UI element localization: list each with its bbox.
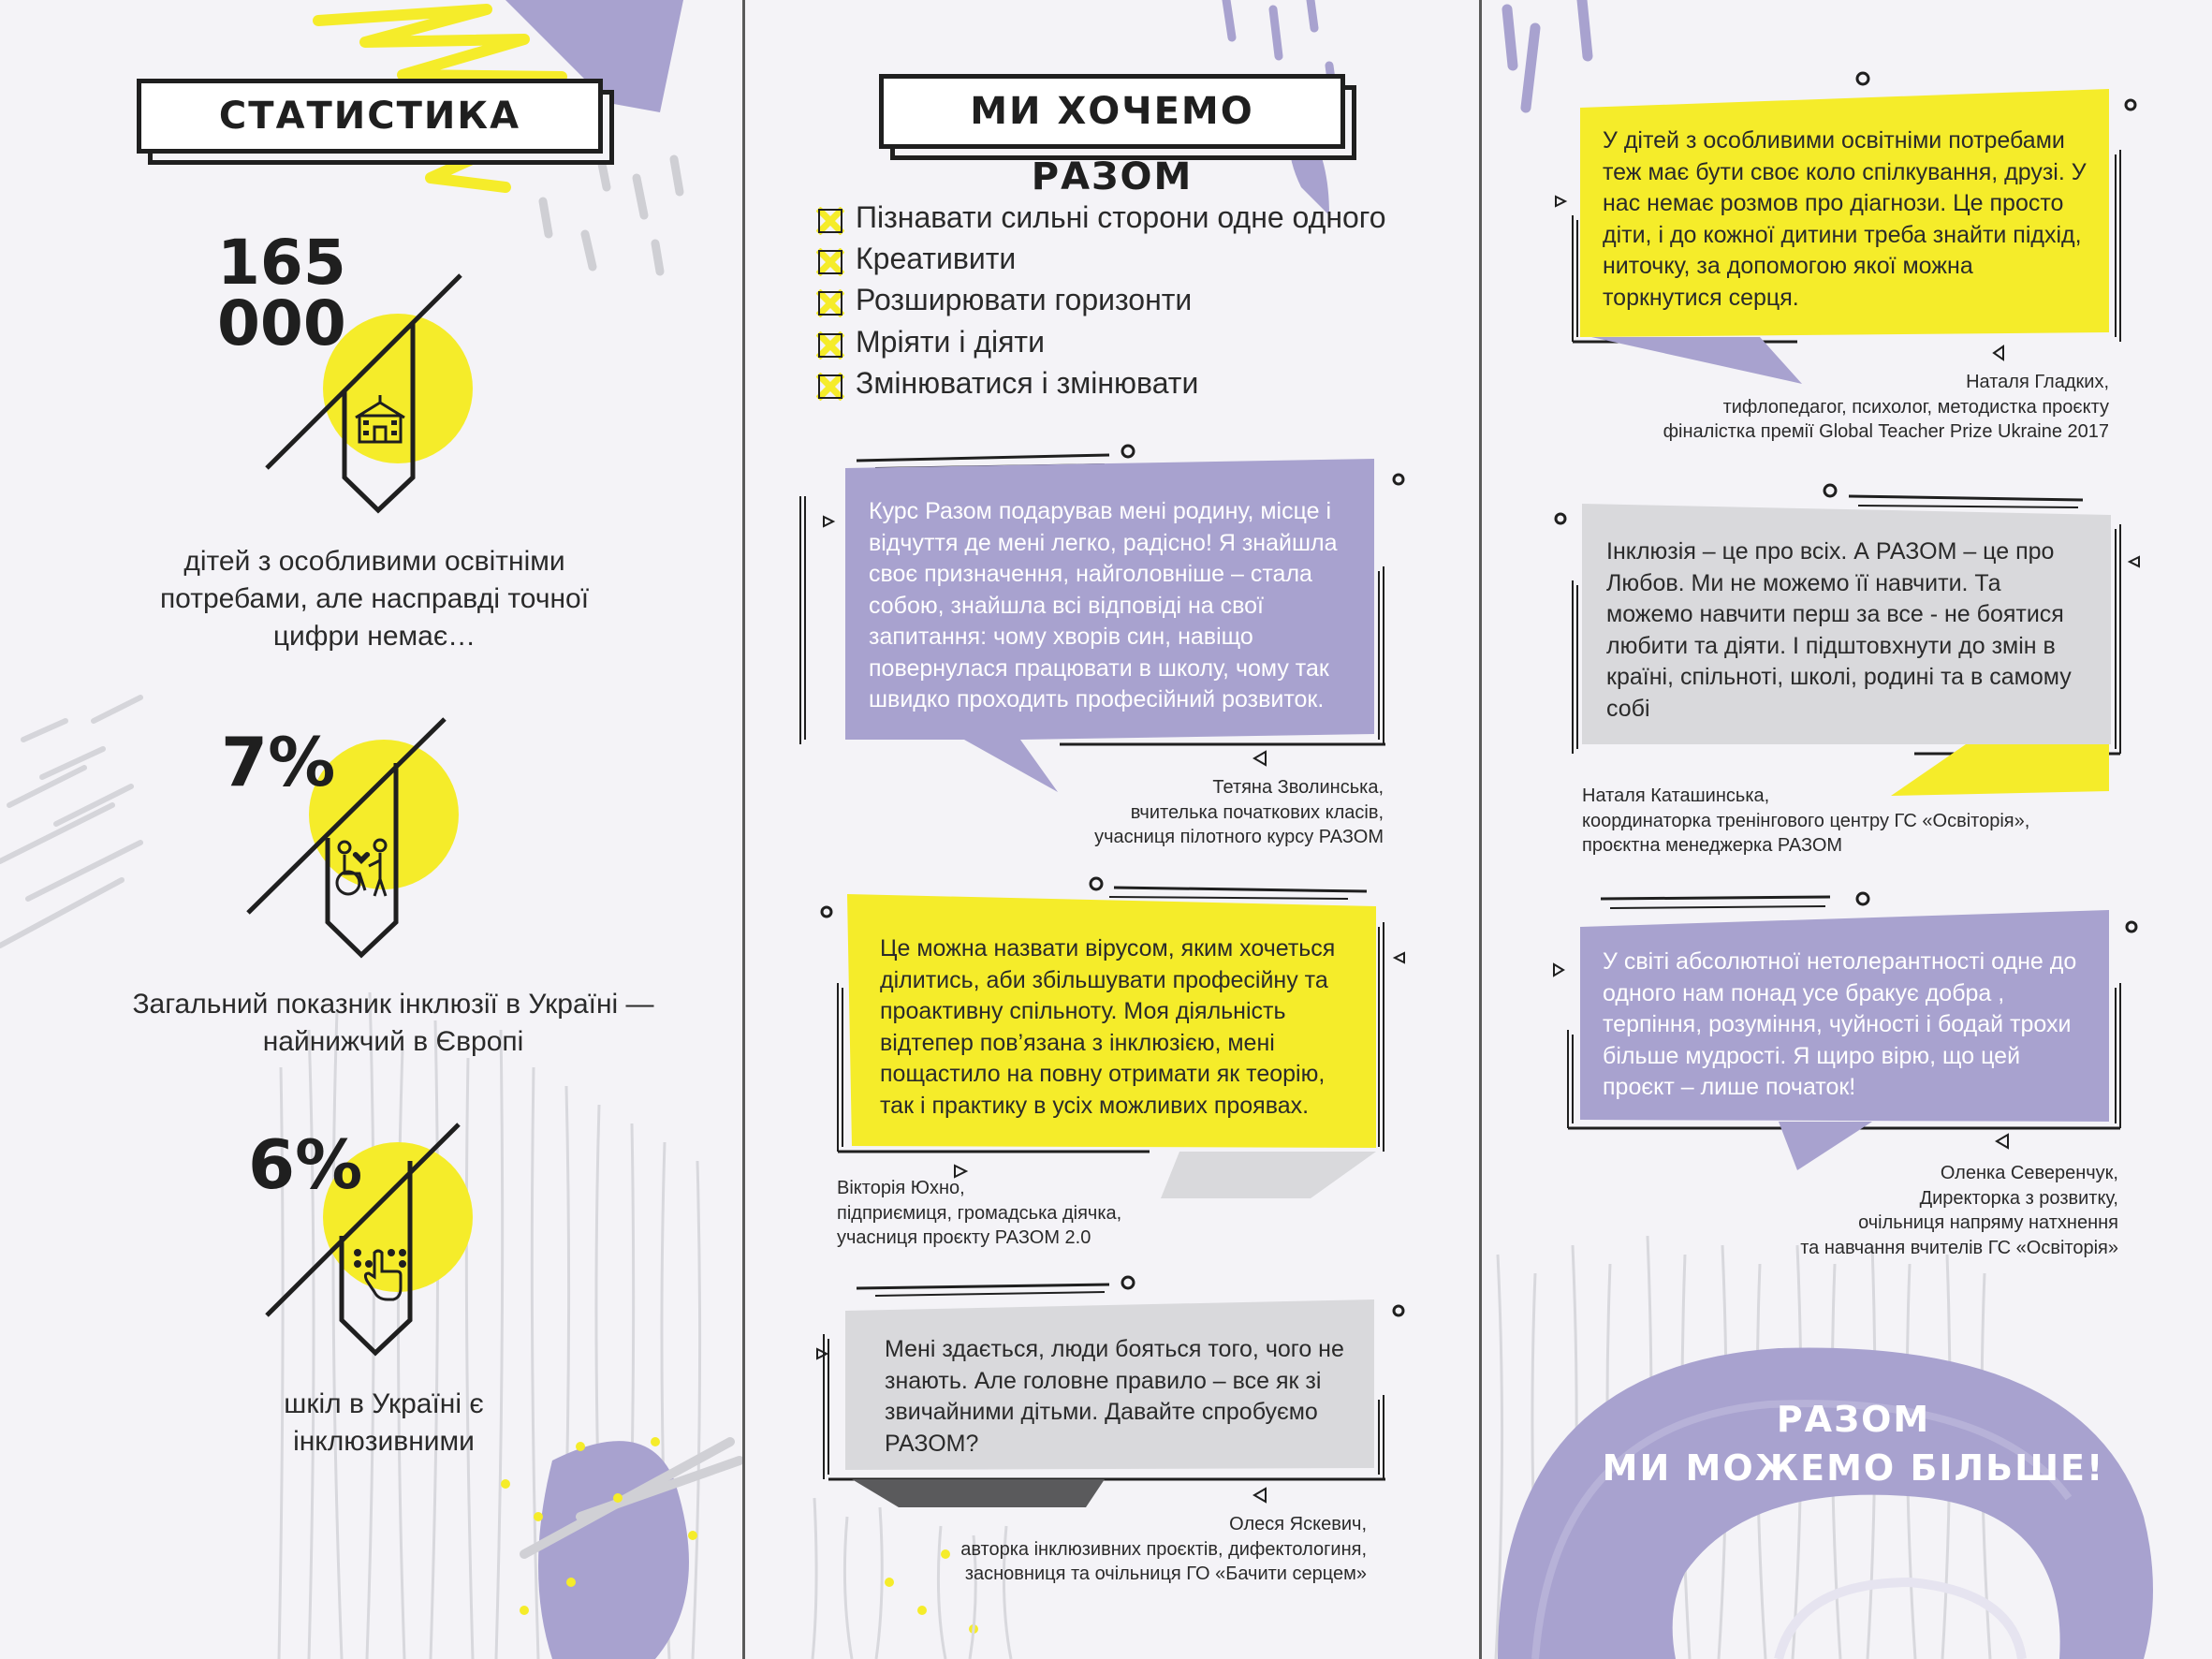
testimonial-4-author [1591, 370, 2109, 445]
author-line: Наталя Каташинська, [1582, 785, 1770, 806]
author-line: та навчання вчителів ГС «Освіторія» [1800, 1237, 2118, 1258]
author-line: координаторка тренінгового центру ГС «Освіторія», [1582, 810, 2030, 831]
stat-text-2: Загальний показник інклюзії в Україні — найнижчий в Європі [132, 989, 654, 1057]
stat-number-2: 7% [221, 723, 336, 801]
testimonial-6-author [1591, 1161, 2118, 1260]
author-line: проєктна менеджерка РАЗОМ [1582, 835, 1843, 856]
stat-number-3: 6% [248, 1125, 363, 1204]
author-line: Тетяна Зволинська, [1212, 777, 1384, 798]
testimonial-3-author [899, 1512, 1367, 1587]
goal-item-label: Мріяти і діяти [856, 325, 1045, 359]
stat-text-1: дітей з особливими освітніми потребами, але насправді точної цифри немає… [159, 546, 590, 652]
testimonial-6-text: У світі абсолютної нетолерантності одне до одного нам понад усе бракує добра , терпіння, розуміння, чуйності і бодай трохи більше мудрості. Я щиро вірю, що цей проєкт – лише початок! [1603, 948, 2077, 1100]
testimonial-4-text: У дітей з особливими освітніми потребами теж має бути своє коло спілкування, друзі. У нас немає розмов про діагнози. Це просто діти, і до кожної дитини треба знайти підхід, ниточку, за допомогою якої можна торкнутися серця. [1603, 127, 2087, 311]
author-line: фіналістка премії Global Teacher Prize Ukraine 2017 [1663, 421, 2109, 442]
author-line: учасниця пілотного курсу РАЗОМ [1094, 827, 1384, 847]
author-line: Олеся Яскевич, [1229, 1514, 1367, 1534]
author-line: авторка інклюзивних проєктів, дифектологиня, [960, 1538, 1367, 1560]
stat-number-1-line1: 165 [217, 227, 346, 299]
stat-text-3: шкіл в Україні є інклюзивними [284, 1388, 484, 1457]
testimonial-5-author [1582, 784, 2106, 859]
testimonial-2-author [837, 1176, 1230, 1251]
author-line: Директорка з розвитку, [1919, 1187, 2118, 1209]
author-line: Наталя Гладких, [1966, 372, 2109, 392]
author-line: очільниця напряму натхнення [1858, 1212, 2118, 1233]
testimonial-1-text: Курс Разом подарував мені родину, місце і відчуття де мені легко, радісно! Я знайшла своє призначення, найголовніше – стала собою, знайшла всі відповіді на свої запитання: чому хворів син, навіщо повернулася працювати в школу, чому так швидко проходить професійний розвиток. [869, 498, 1338, 712]
goals-title: МИ ХОЧЕМО РАЗОМ [879, 74, 1345, 149]
author-line: засновниця та очільниця ГО «Бачити серцем» [964, 1564, 1367, 1584]
author-line: Вікторія Юхно, [837, 1178, 965, 1198]
stat-number-1-line2: 000 [217, 287, 346, 360]
testimonial-5-text: Інклюзія – це про всіх. А РАЗОМ – це про Любов. Ми не можемо її навчити. Та можемо навчити перш за все - не боятися любити та діяти. І підштовхнути до змін в країні, спільноті, школі, родині та в самому собі [1606, 538, 2072, 722]
author-line: учасниця проєкту РАЗОМ 2.0 [837, 1227, 1091, 1248]
goal-item-label: Змінюватися і змінювати [856, 366, 1199, 400]
author-line: тифлопедагог, психолог, методистка проєкту [1722, 396, 2109, 418]
testimonial-1-author [936, 775, 1384, 850]
author-line: Оленка Северенчук, [1940, 1163, 2118, 1183]
goal-item-label: Розширювати горизонти [856, 283, 1193, 316]
slogan-line-2: МИ МОЖЕМО БІЛЬШЕ! [1602, 1447, 2105, 1489]
testimonial-3-text: Мені здається, люди бояться того, чого не знають. Але головне правило – все як зі звичайними дітьми. Давайте спробуємо РАЗОМ? [885, 1336, 1344, 1457]
goal-item-label: Пізнавати сильні сторони одне одного [856, 200, 1386, 234]
statistics-title: СТАТИСТИКА [137, 79, 603, 154]
closing-slogan [1591, 1395, 2116, 1492]
author-line: вчителька початкових класів, [1130, 801, 1384, 823]
slogan-line-1: РАЗОМ [1776, 1399, 1931, 1440]
goal-item-label: Креативити [856, 242, 1017, 275]
author-line: підприємиця, громадська діячка, [837, 1202, 1122, 1224]
testimonial-2-text: Це можна назвати вірусом, яким хочеться ділитись, аби збільшувати професійну та проактивну спільноту. Моя діяльність відтепер пов’язана з інклюзією, мені пощастило на повну отримати як теорію, так і практику в усіх можливих проявах. [880, 935, 1336, 1119]
